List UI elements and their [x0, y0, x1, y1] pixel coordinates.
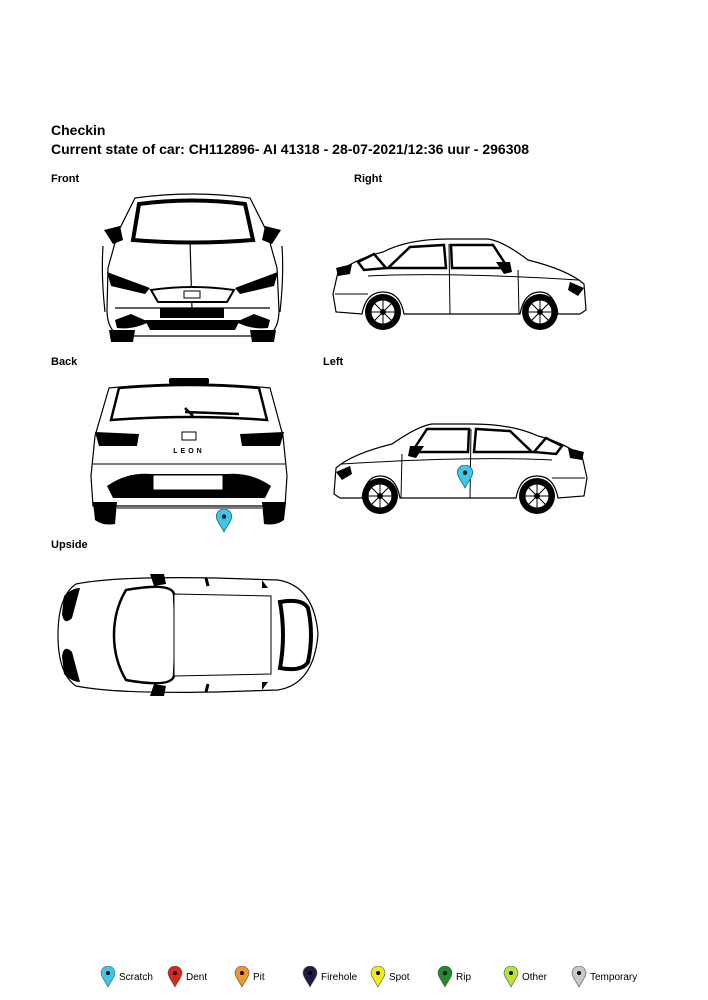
view-label-front: Front: [51, 173, 80, 185]
scratch-marker-left[interactable]: [456, 465, 474, 489]
rear-model-badge: LEON: [173, 448, 205, 455]
legend-item-dent: [167, 964, 207, 990]
front-logo-icon: [184, 291, 200, 298]
scratch-marker-back[interactable]: [215, 509, 233, 533]
legend-label: Firehole: [321, 971, 358, 983]
scratch-pin-icon: [100, 966, 116, 988]
car-back-diagram[interactable]: [87, 376, 292, 526]
legend-item-rip: [437, 964, 471, 990]
top-windshield: [114, 587, 176, 683]
left-front-tyre: [109, 330, 135, 342]
left-rear-tyre: [93, 502, 117, 525]
legend-label: Scratch: [119, 971, 153, 983]
legend-item-other: [503, 964, 547, 990]
pit-pin-icon: [234, 966, 250, 988]
top-rear-window: [280, 601, 311, 669]
right-rear-tyre: [262, 502, 286, 525]
right-rear-wheel: [365, 294, 401, 330]
left-rear-wheel: [519, 478, 555, 514]
left-mirror-icon: [104, 226, 123, 244]
right-front-tyre: [250, 330, 276, 342]
spot-pin-icon: [370, 966, 386, 988]
legend-label: Spot: [389, 971, 410, 983]
legend-label: Temporary: [590, 971, 638, 983]
view-label-right: Right: [354, 173, 383, 185]
car-front-diagram[interactable]: [95, 190, 290, 345]
legend-item-scratch: [100, 964, 153, 990]
dent-pin-icon: [167, 966, 183, 988]
right-mirror-icon: [262, 226, 281, 244]
left-fog-icon: [115, 314, 149, 328]
legend-label: Dent: [186, 971, 208, 983]
other-pin-icon: [503, 966, 519, 988]
rear-plate: [153, 475, 223, 490]
left-headlight-icon: [107, 272, 150, 294]
rip-pin-icon: [437, 966, 453, 988]
legend-label: Other: [522, 971, 548, 983]
view-label-upside: Upside: [51, 539, 88, 551]
right-fog-icon: [236, 314, 270, 328]
top-roof: [174, 594, 271, 676]
temporary-pin-icon: [571, 966, 587, 988]
legend-item-spot: [370, 964, 410, 990]
firehole-pin-icon: [302, 966, 318, 988]
legend-item-temporary: [571, 964, 637, 990]
rear-logo-icon: [182, 432, 196, 440]
left-front-wheel: [362, 478, 398, 514]
legend-item-pit: [234, 964, 265, 990]
rear-spoiler-light: [169, 378, 209, 384]
view-label-back: Back: [51, 356, 78, 368]
car-right-diagram[interactable]: [328, 232, 590, 337]
rear-window: [111, 385, 267, 420]
front-lower-grille: [145, 320, 240, 330]
right-front-wheel: [522, 294, 558, 330]
left-taillight-icon: [95, 432, 139, 446]
right-headlight-icon: [235, 272, 278, 294]
front-plate: [160, 308, 224, 318]
legend-label: Pit: [253, 971, 265, 983]
right-taillight-icon: [240, 432, 284, 446]
view-label-left: Left: [323, 356, 344, 368]
car-state-heading: Current state of car: CH112896- AI 41318 - 28-07-2021/12:36 uur - 296308: [51, 141, 530, 157]
legend-label: Rip: [456, 971, 472, 983]
legend-item-firehole: [302, 964, 357, 990]
car-top-diagram[interactable]: [56, 574, 321, 696]
page-title: Checkin: [51, 122, 106, 138]
front-windshield: [133, 201, 253, 243]
